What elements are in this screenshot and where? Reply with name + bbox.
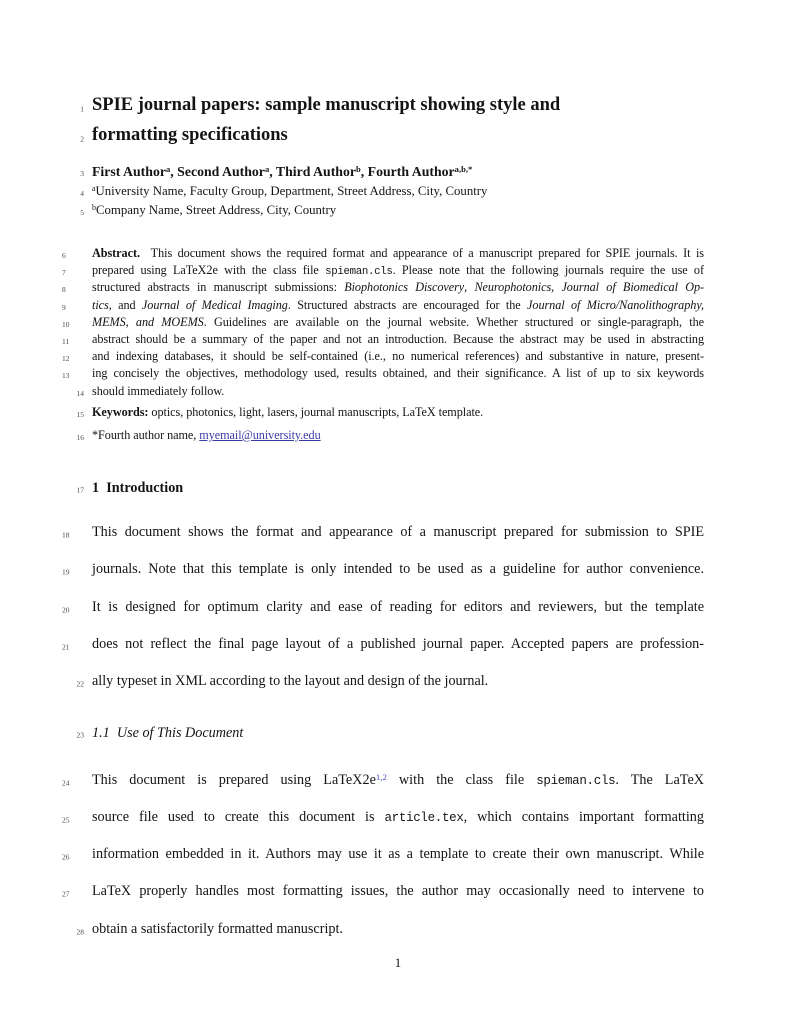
text-segment: , Second Author	[170, 164, 265, 179]
text-segment: formatting specifications	[92, 125, 288, 145]
text-segment: Biophotonics Discovery	[344, 280, 465, 295]
doc-line	[62, 262, 704, 279]
page-number: 1	[394, 955, 402, 970]
email-link[interactable]: myemail@university.edu	[199, 427, 321, 442]
line-number: 14	[76, 388, 84, 398]
doc-line	[76, 478, 704, 498]
doc-line	[62, 331, 704, 348]
text-segment: , Fourth Author	[360, 164, 455, 179]
doc-line	[62, 836, 704, 873]
line-number: 15	[76, 409, 84, 419]
doc-line	[76, 911, 704, 948]
line-number: 27	[62, 890, 70, 900]
text-segment: , Third Author	[269, 164, 356, 179]
doc-line	[62, 514, 704, 551]
line-text	[92, 883, 704, 899]
line-number: 2	[80, 134, 84, 144]
text-segment: Keywords:	[92, 404, 149, 419]
doc-line	[80, 90, 704, 120]
line-text	[92, 405, 483, 419]
line-text	[92, 846, 704, 862]
text-segment: prepared using LaTeX2e with the class file	[92, 263, 326, 278]
text-segment: *Fourth author name,	[92, 427, 200, 442]
line-text	[92, 809, 704, 825]
text-segment: spieman.cls	[536, 773, 616, 788]
line-number: 17	[76, 485, 84, 495]
line-text	[92, 125, 288, 145]
doc-line	[62, 245, 704, 262]
text-segment: This document is prepared using LaTeX2e	[92, 771, 376, 788]
line-text	[92, 332, 704, 346]
text-segment: optics, photonics, light, lasers, journal manuscripts, LaTeX template.	[148, 404, 484, 419]
line-number: 26	[62, 852, 70, 862]
text-segment: Journal of Micro/Nanolithography,	[527, 297, 704, 312]
text-segment: obtain a satisfactorily formatted manuscript.	[92, 920, 343, 937]
doc-line	[62, 551, 704, 588]
text-segment: First Author	[92, 164, 166, 179]
text-segment: source file used to create this document is	[92, 808, 385, 825]
doc-line	[62, 348, 704, 365]
text-segment: b	[92, 203, 96, 213]
line-text	[92, 164, 472, 179]
line-text	[92, 263, 704, 277]
line-number: 23	[76, 730, 84, 740]
doc-line	[76, 383, 704, 400]
line-text	[92, 636, 704, 652]
doc-line	[80, 162, 704, 182]
line-number: 22	[76, 679, 84, 689]
text-segment: Company Name, Street Address, City, Country	[95, 203, 337, 217]
line-number: 9	[62, 302, 66, 312]
doc-line	[62, 799, 704, 836]
text-segment: a	[165, 164, 171, 175]
line-text	[92, 561, 704, 577]
line-text	[92, 315, 704, 329]
text-segment: ,	[551, 280, 562, 295]
text-segment: article.tex	[384, 810, 464, 825]
line-number: 11	[62, 337, 70, 347]
line-text	[92, 280, 704, 294]
text-segment: LaTeX properly handles most formatting issues, the author may occasionally need to intervene to	[92, 883, 704, 900]
doc-line	[62, 279, 705, 296]
line-text	[92, 298, 704, 312]
text-segment: should immediately follow.	[92, 383, 225, 398]
doc-line	[76, 427, 704, 444]
doc-line	[62, 589, 704, 626]
line-text	[92, 203, 336, 217]
line-number: 13	[62, 371, 70, 381]
doc-line	[80, 201, 704, 220]
line-text	[92, 725, 243, 741]
text-segment: spieman.cls	[325, 266, 393, 279]
text-segment: does not reflect the final page layout of a published journal paper. Accepted papers are profession-	[92, 635, 704, 652]
line-number: 5	[80, 208, 84, 218]
line-text	[92, 428, 321, 442]
text-segment: , and	[108, 297, 142, 312]
line-number: 20	[62, 605, 70, 615]
doc-line	[76, 404, 704, 421]
doc-line	[62, 762, 704, 799]
text-segment: . Guidelines are available on the journal website. Whether structured or single-paragraph, the	[203, 314, 704, 329]
text-segment: a,b,*	[454, 164, 473, 175]
text-segment: University Name, Faculty Group, Department, Street Address, City, Country	[95, 184, 488, 198]
line-number: 10	[62, 319, 70, 329]
doc-line	[62, 314, 704, 331]
line-text	[92, 366, 704, 380]
doc-line	[76, 663, 704, 700]
doc-line	[62, 365, 704, 382]
line-text	[92, 772, 704, 788]
line-text	[92, 921, 343, 937]
text-segment: tics	[92, 297, 109, 312]
line-text	[92, 384, 224, 398]
line-number: 21	[62, 642, 70, 652]
text-segment: Neurophotonics	[474, 280, 552, 295]
line-number: 18	[62, 530, 70, 540]
line-number: 16	[76, 433, 84, 443]
text-segment: , which contains important formatting	[463, 808, 704, 825]
text-segment: . Please note that the following journals require the use of	[392, 263, 704, 278]
text-segment: . Structured abstracts are encouraged for the	[287, 297, 528, 312]
line-text	[92, 349, 704, 363]
text-segment: Abstract.	[92, 246, 140, 260]
text-segment: 1 Introduction	[92, 480, 184, 497]
line-text	[92, 95, 560, 115]
text-segment: Journal of Biomedical Op-	[561, 280, 705, 295]
text-segment: MEMS, and MOEMS	[92, 314, 204, 329]
line-number: 25	[62, 815, 70, 825]
line-number: 8	[62, 285, 66, 295]
line-text	[92, 184, 487, 198]
text-segment: and indexing databases, it should be self-contained (i.e., no numerical references) and substantive in nature, present-	[92, 349, 704, 364]
doc-line	[62, 626, 704, 663]
line-text	[92, 524, 704, 540]
line-number: 12	[62, 354, 70, 364]
text-segment: a	[264, 164, 270, 175]
line-text	[92, 599, 704, 615]
line-number: 28	[76, 927, 84, 937]
line-number: 19	[62, 567, 70, 577]
text-segment: structured abstracts in manuscript submissions:	[92, 280, 345, 295]
text-segment: journals. Note that this template is only intended to be used as a guideline for author convenience.	[92, 561, 704, 578]
line-number: 7	[62, 268, 66, 278]
citation-link[interactable]: 1,2	[375, 771, 387, 782]
line-text	[92, 673, 488, 689]
text-segment: ing concisely the objectives, methodology used, results obtained, and their significance. A list of up to six keywords	[92, 366, 704, 381]
document-body	[62, 90, 705, 948]
line-number: 6	[62, 251, 66, 261]
text-segment: This document shows the required format and appearance of a manuscript prepared for SPIE journals. It is	[139, 246, 704, 260]
text-segment: abstract should be a summary of the paper and not an introduction. Because the abstract may be used in abstracting	[92, 331, 704, 346]
line-number: 4	[80, 189, 84, 199]
doc-line	[76, 723, 704, 743]
doc-line	[62, 297, 704, 314]
line-text	[92, 480, 183, 496]
doc-line	[80, 182, 704, 201]
line-number: 3	[80, 169, 84, 179]
doc-line	[80, 120, 704, 150]
text-segment: Journal of Medical Imaging	[141, 297, 288, 312]
text-segment: with the class file	[386, 771, 537, 788]
text-segment: ,	[464, 280, 475, 295]
text-segment: ally typeset in XML according to the layout and design of the journal.	[92, 673, 489, 690]
line-number: 1	[80, 104, 84, 114]
text-segment: b	[356, 164, 361, 175]
doc-line	[62, 873, 704, 910]
text-segment: It is designed for optimum clarity and ease of reading for editors and reviewers, but the template	[92, 598, 704, 615]
text-segment: This document shows the format and appearance of a manuscript prepared for submission to SPIE	[92, 524, 704, 541]
text-segment: SPIE journal papers: sample manuscript showing style and	[92, 95, 561, 115]
text-segment: a	[92, 184, 96, 194]
text-segment: information embedded in it. Authors may use it as a template to create their own manuscript. While	[92, 846, 704, 863]
line-number: 24	[62, 778, 70, 788]
text-segment: 1.1 Use of This Document	[92, 724, 244, 741]
text-segment: . The LaTeX	[615, 771, 704, 788]
line-text	[92, 246, 704, 260]
